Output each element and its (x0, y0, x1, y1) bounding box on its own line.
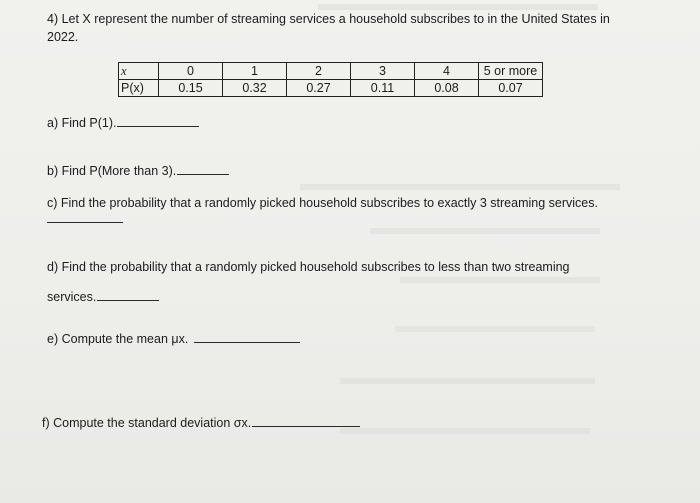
table-cell-x: 3 (351, 63, 415, 80)
question-a: a) Find P(1). (47, 116, 199, 131)
table-cell-p: 0.27 (287, 80, 351, 97)
answer-blank-d[interactable] (97, 290, 159, 301)
answer-blank-f[interactable] (252, 416, 360, 427)
table-cell-x: 5 or more (479, 63, 543, 80)
answer-blank-e[interactable] (194, 332, 300, 343)
table-header-p: P(x) (119, 80, 159, 97)
table-cell-p: 0.32 (223, 80, 287, 97)
table-cell-x: 1 (223, 63, 287, 80)
table-cell-p: 0.11 (351, 80, 415, 97)
bleed-through-mark (318, 4, 598, 10)
bleed-through-mark (300, 184, 620, 190)
bleed-through-mark (400, 277, 600, 283)
question-d-line2: services. (47, 290, 159, 305)
answer-blank-c[interactable] (47, 222, 123, 223)
question-c: c) Find the probability that a randomly picked household subscribes to exactly 3 streaming services. (47, 196, 598, 210)
question-d-line1: d) Find the probability that a randomly picked household subscribes to less than two streaming (47, 260, 570, 274)
problem-statement-line1: 4) Let X represent the number of streaming services a household subscribes to in the United States in (47, 12, 610, 26)
problem-statement-line2: 2022. (47, 30, 79, 44)
table-cell-x: 4 (415, 63, 479, 80)
question-b: b) Find P(More than 3). (47, 164, 229, 179)
table-row-x (119, 63, 543, 80)
table-cell-p: 0.07 (479, 80, 543, 97)
answer-blank-b[interactable] (177, 164, 229, 175)
table-header-x: x (119, 63, 159, 80)
question-e: e) Compute the mean μx. (47, 332, 300, 347)
bleed-through-mark (340, 378, 595, 384)
table-row-p (119, 80, 543, 97)
table-cell-p: 0.15 (159, 80, 223, 97)
table-cell-x: 2 (287, 63, 351, 80)
bleed-through-mark (370, 228, 600, 234)
probability-distribution-table (118, 62, 543, 97)
table-cell-x: 0 (159, 63, 223, 80)
bleed-through-mark (340, 428, 590, 434)
question-f: f) Compute the standard deviation σx. (42, 416, 360, 431)
bleed-through-mark (395, 326, 595, 332)
answer-blank-a[interactable] (117, 116, 199, 127)
table-cell-p: 0.08 (415, 80, 479, 97)
